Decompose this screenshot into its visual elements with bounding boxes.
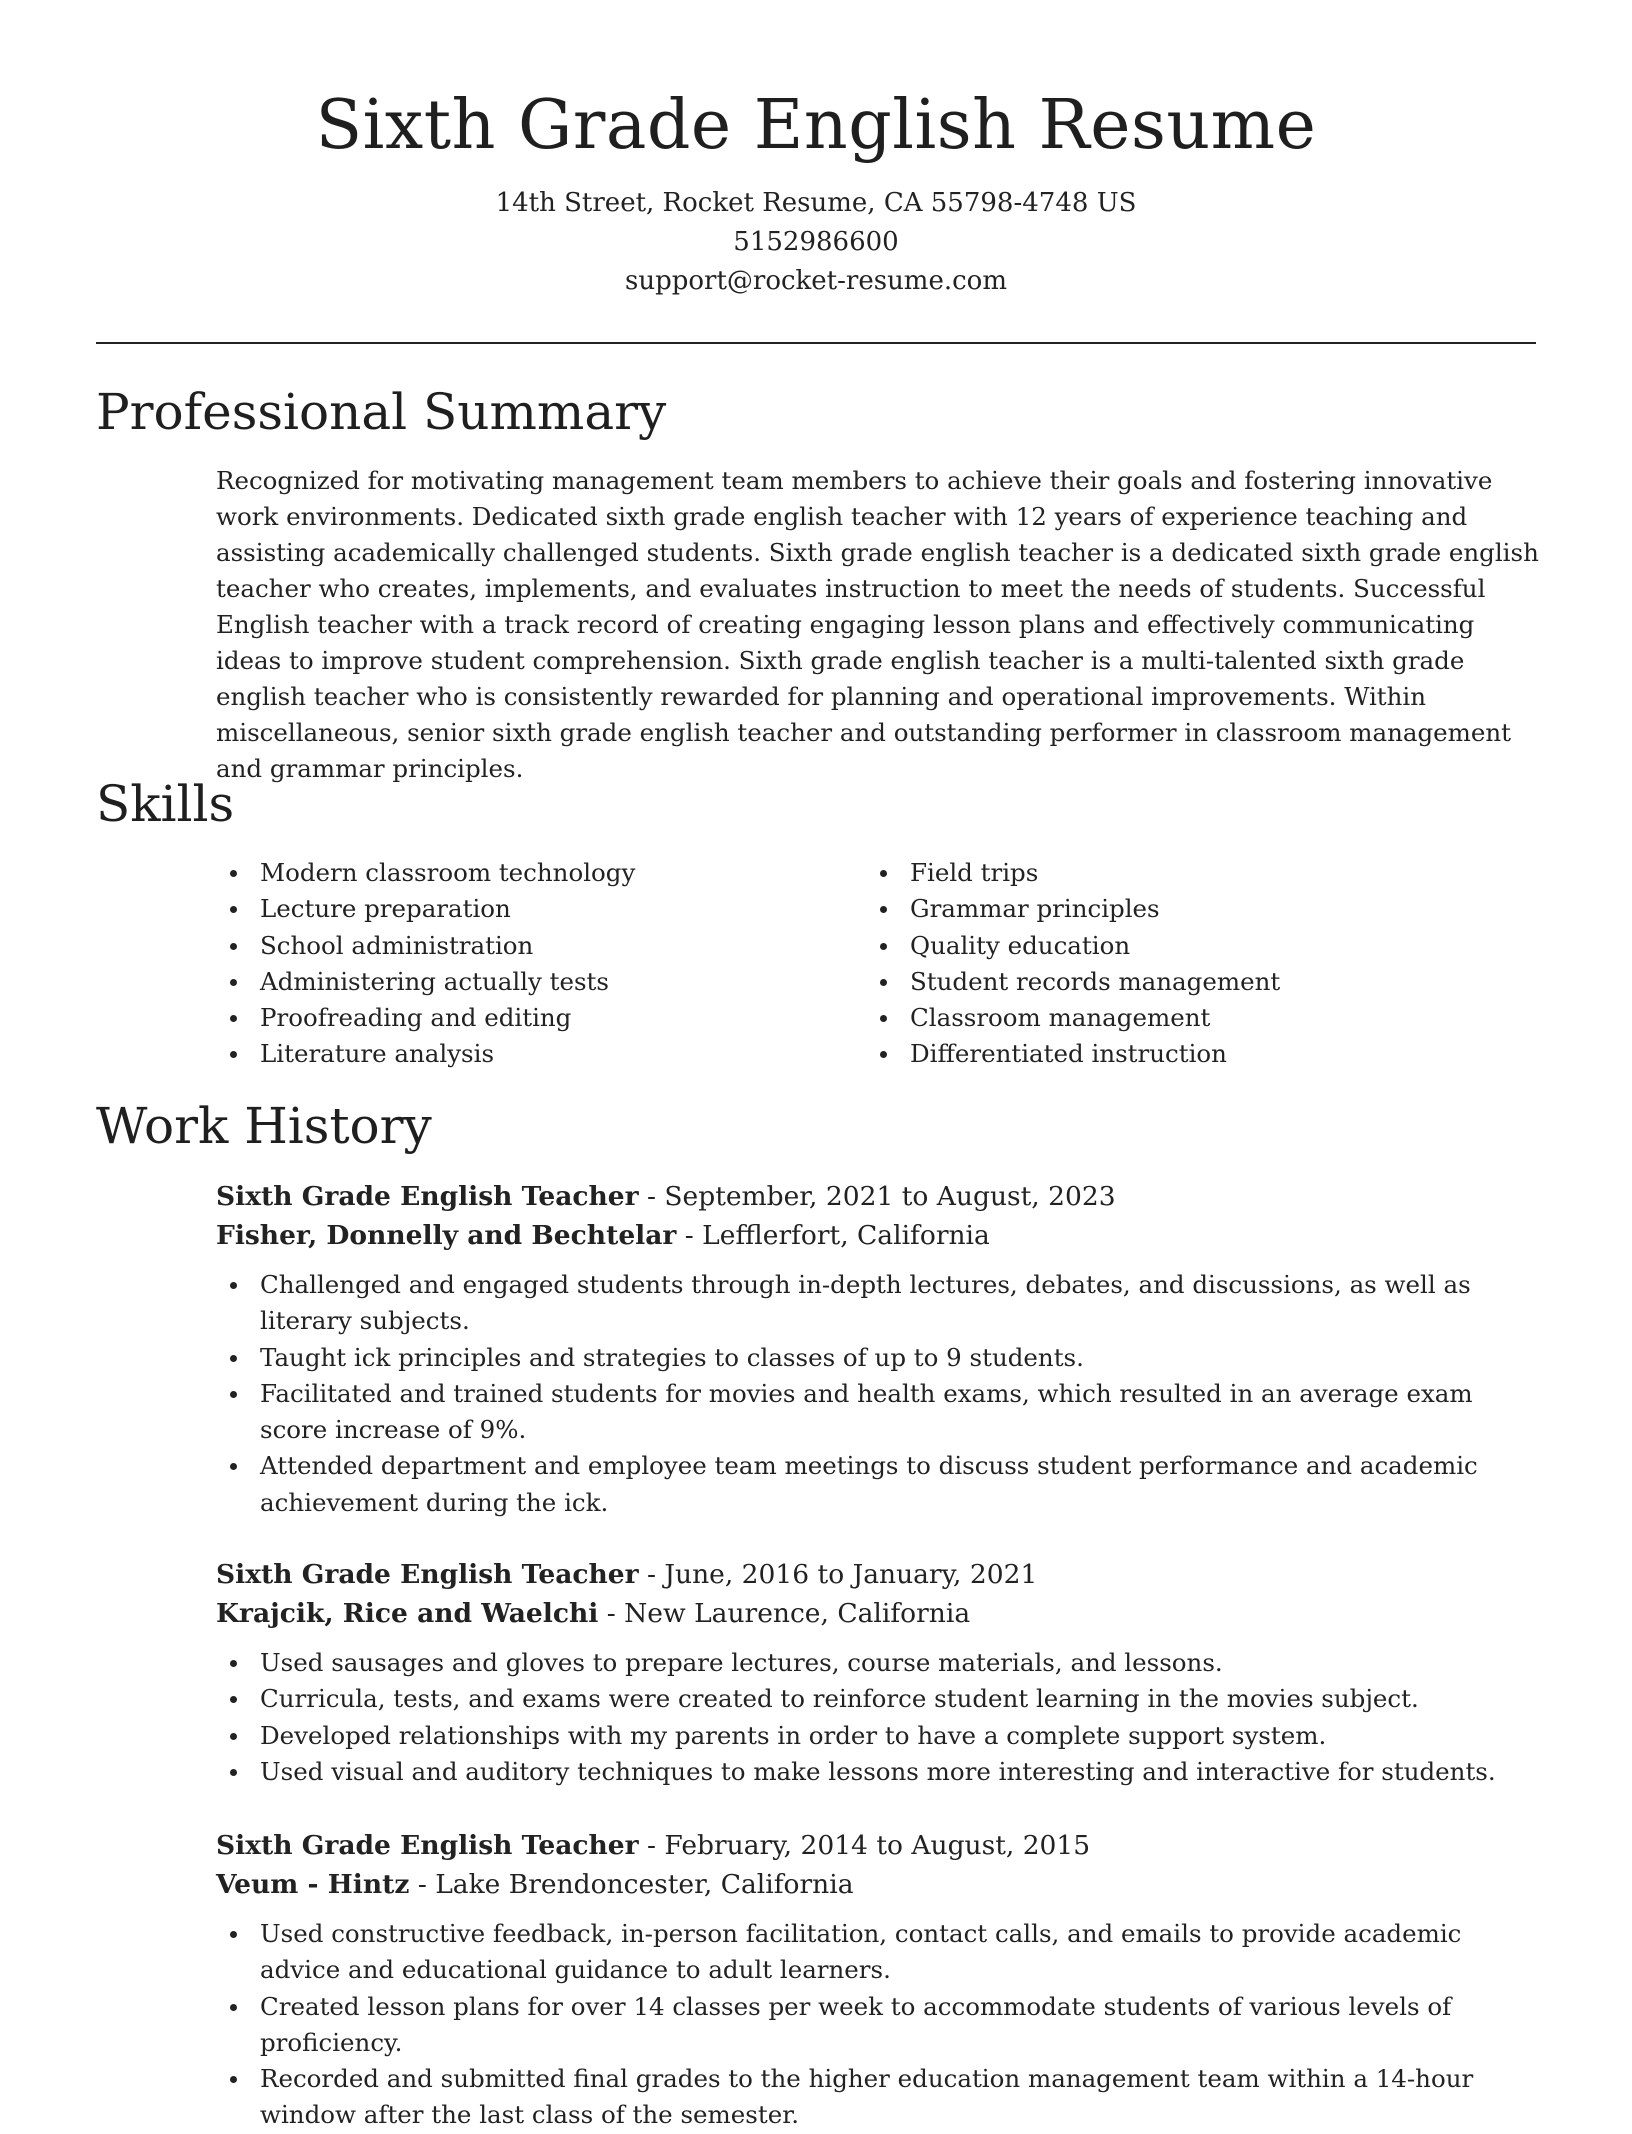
skill-item: Grammar principles <box>866 891 1516 927</box>
skill-item: Differentiated instruction <box>866 1036 1516 1072</box>
skill-item: Student records management <box>866 964 1516 1000</box>
job-company: Fisher, Donnelly and Bechtelar <box>216 1220 677 1251</box>
job-bullet: Challenged and engaged students through in-depth lectures, debates, and discussions, as well as literary subjects. <box>216 1267 1542 1340</box>
job-bullet: Created lesson plans for over 14 classes per week to accommodate students of various levels of proficiency. <box>216 1989 1542 2062</box>
skill-item: Modern classroom technology <box>216 855 866 891</box>
job-title-line <box>216 1177 1542 1216</box>
skill-item: Administering actually tests <box>216 964 866 1000</box>
job-bullet: Used constructive feedback, in-person facilitation, contact calls, and emails to provide academic advice and educational guidance to adult learners. <box>216 1916 1542 1989</box>
job-location: - Lefflerfort, California <box>676 1220 990 1251</box>
skill-item: Proofreading and editing <box>216 1000 866 1036</box>
job-bullet: Developed relationships with my parents in order to have a complete support system. <box>216 1718 1542 1754</box>
contact-phone: 5152986600 <box>733 227 899 257</box>
skill-item: Lecture preparation <box>216 891 866 927</box>
skills-list <box>216 855 1542 1073</box>
header-divider <box>96 342 1536 344</box>
job-title: Sixth Grade English Teacher <box>216 1830 639 1861</box>
job-bullet: Used visual and auditory techniques to make lessons more interesting and interactive for students. <box>216 1754 1542 1790</box>
job-bullet: Taught ick principles and strategies to classes of up to 9 students. <box>216 1340 1542 1376</box>
skill-item: Classroom management <box>866 1000 1516 1036</box>
work-history-heading: Work History <box>96 1097 432 1155</box>
skills-column-left <box>216 855 866 1073</box>
job-title: Sixth Grade English Teacher <box>216 1181 639 1212</box>
resume-header <box>0 82 1632 301</box>
job-bullet: Used sausages and gloves to prepare lectures, course materials, and lessons. <box>216 1645 1542 1681</box>
skill-item: Field trips <box>866 855 1516 891</box>
job-title-line <box>216 1826 1542 1865</box>
job-bullet: Attended department and employee team meetings to discuss student performance and academic achievement during the ick. <box>216 1448 1542 1521</box>
job-bullet: Facilitated and trained students for movies and health exams, which resulted in an average exam score increase of 9%. <box>216 1376 1542 1449</box>
job-dates: - February, 2014 to August, 2015 <box>638 1830 1091 1861</box>
skills-heading: Skills <box>96 775 235 833</box>
job-company-line <box>216 1216 1542 1255</box>
summary-text: Recognized for motivating management team members to achieve their goals and fostering innovative work environments. Dedicated sixth grade english teacher with 12 years of experience teaching and assisting academically challenged students. Sixth grade english teacher is a dedicated sixth grade english teacher who creates, implements, and evaluates instruction to meet the needs of students. Successful English teacher with a track record of creating engaging lesson plans and effectively communicating ideas to improve student comprehension. Sixth grade english teacher is a multi-talented sixth grade english teacher who is consistently rewarded for planning and operational improvements. Within miscellaneous, senior sixth grade english teacher and outstanding performer in classroom management and grammar principles. <box>216 466 1539 783</box>
job-bullet: Curricula, tests, and exams were created to reinforce student learning in the movies subject. <box>216 1681 1542 1717</box>
job-company: Krajcik, Rice and Waelchi <box>216 1598 599 1629</box>
job-bullet: Recorded and submitted final grades to the higher education management team within a 14-hour window after the last class of the semester. <box>216 2061 1542 2134</box>
job-bullets <box>216 1267 1542 1521</box>
job-location: - Lake Brendoncester, California <box>409 1869 854 1900</box>
skill-item: Quality education <box>866 928 1516 964</box>
skill-item: School administration <box>216 928 866 964</box>
job-dates: - September, 2021 to August, 2023 <box>638 1181 1116 1212</box>
job-company-line <box>216 1594 1542 1633</box>
job-dates: - June, 2016 to January, 2021 <box>638 1559 1038 1590</box>
contact-address: 14th Street, Rocket Resume, CA 55798-4748 US <box>495 188 1137 218</box>
job-bullets <box>216 1916 1542 2134</box>
job-title: Sixth Grade English Teacher <box>216 1559 639 1590</box>
job-company-line <box>216 1865 1542 1904</box>
summary-heading: Professional Summary <box>96 383 667 441</box>
job-company: Veum - Hintz <box>216 1869 410 1900</box>
job-entry <box>216 1826 1542 2134</box>
contact-email: support@rocket-resume.com <box>624 266 1007 296</box>
resume-name: Sixth Grade English Resume <box>315 86 1317 165</box>
skills-column-right <box>866 855 1516 1073</box>
job-bullets <box>216 1645 1542 1790</box>
job-entry <box>216 1555 1542 1790</box>
job-title-line <box>216 1555 1542 1594</box>
job-location: - New Laurence, California <box>598 1598 971 1629</box>
job-entry <box>216 1177 1542 1521</box>
skill-item: Literature analysis <box>216 1036 866 1072</box>
